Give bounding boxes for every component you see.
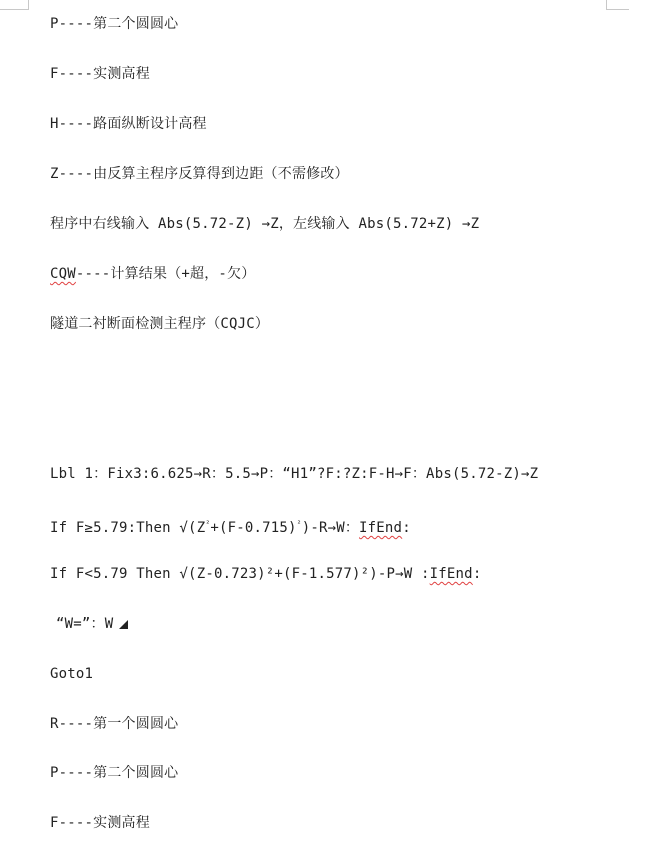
doc-line-h-design-elevation: H----路面纵断设计高程	[50, 116, 207, 132]
doc-line-r-first-circle-center: R----第一个圆圆心	[50, 716, 179, 732]
display-triangle-icon	[119, 620, 128, 629]
page-corner-mark-right	[606, 0, 629, 10]
code-if-ge-part2: +(F-0.715)	[210, 520, 297, 536]
code-if-ge-sup1: ²	[205, 519, 211, 528]
doc-line-f-measured-elevation: F----实测高程	[50, 66, 150, 82]
doc-line-code-if-lt	[50, 565, 481, 583]
cqw-description: ----计算结果（+超，-欠）	[75, 266, 256, 282]
code-if-ge-part3: )-R→W：	[301, 520, 360, 536]
doc-line-p-second-circle-center-2: P----第二个圆圆心	[50, 765, 179, 781]
code-if-lt-ifend: IfEnd	[429, 566, 473, 582]
doc-line-code-if-ge	[50, 515, 411, 537]
code-if-ge-sup2: ²	[296, 519, 302, 528]
doc-line-z-offset: Z----由反算主程序反算得到边距（不需修改）	[50, 166, 349, 182]
cqw-variable: CQW	[50, 266, 76, 282]
doc-line-cqw-result	[50, 265, 255, 283]
doc-line-p-second-circle-center: P----第二个圆圆心	[50, 16, 179, 32]
code-if-ge-colon: :	[402, 520, 411, 536]
code-if-ge-ifend: IfEnd	[359, 520, 403, 536]
page-corner-mark-left	[0, 0, 29, 10]
doc-line-main-program-title: 隧道二衬断面检测主程序（CQJC）	[50, 316, 270, 332]
doc-line-f-measured-elevation-2: F----实测高程	[50, 815, 150, 831]
doc-line-code-lbl1: Lbl 1：Fix3:6.625→R：5.5→P：“H1”?F:?Z:F-H→F：Abs(5.72-Z)→Z	[50, 466, 539, 482]
code-output-text: “W=”：W	[56, 616, 114, 632]
code-if-ge-part1: If F≥5.79:Then √(Z	[50, 520, 206, 536]
code-if-lt-colon: :	[472, 566, 482, 582]
doc-line-input-note: 程序中右线输入 Abs(5.72-Z) →Z，左线输入 Abs(5.72+Z) →Z	[50, 216, 480, 232]
code-if-lt-part1: If F<5.79 Then √(Z-0.723)²+(F-1.577)²)-P→W :	[50, 566, 430, 582]
doc-line-code-goto: Goto1	[50, 666, 94, 682]
doc-line-code-output	[56, 615, 128, 633]
